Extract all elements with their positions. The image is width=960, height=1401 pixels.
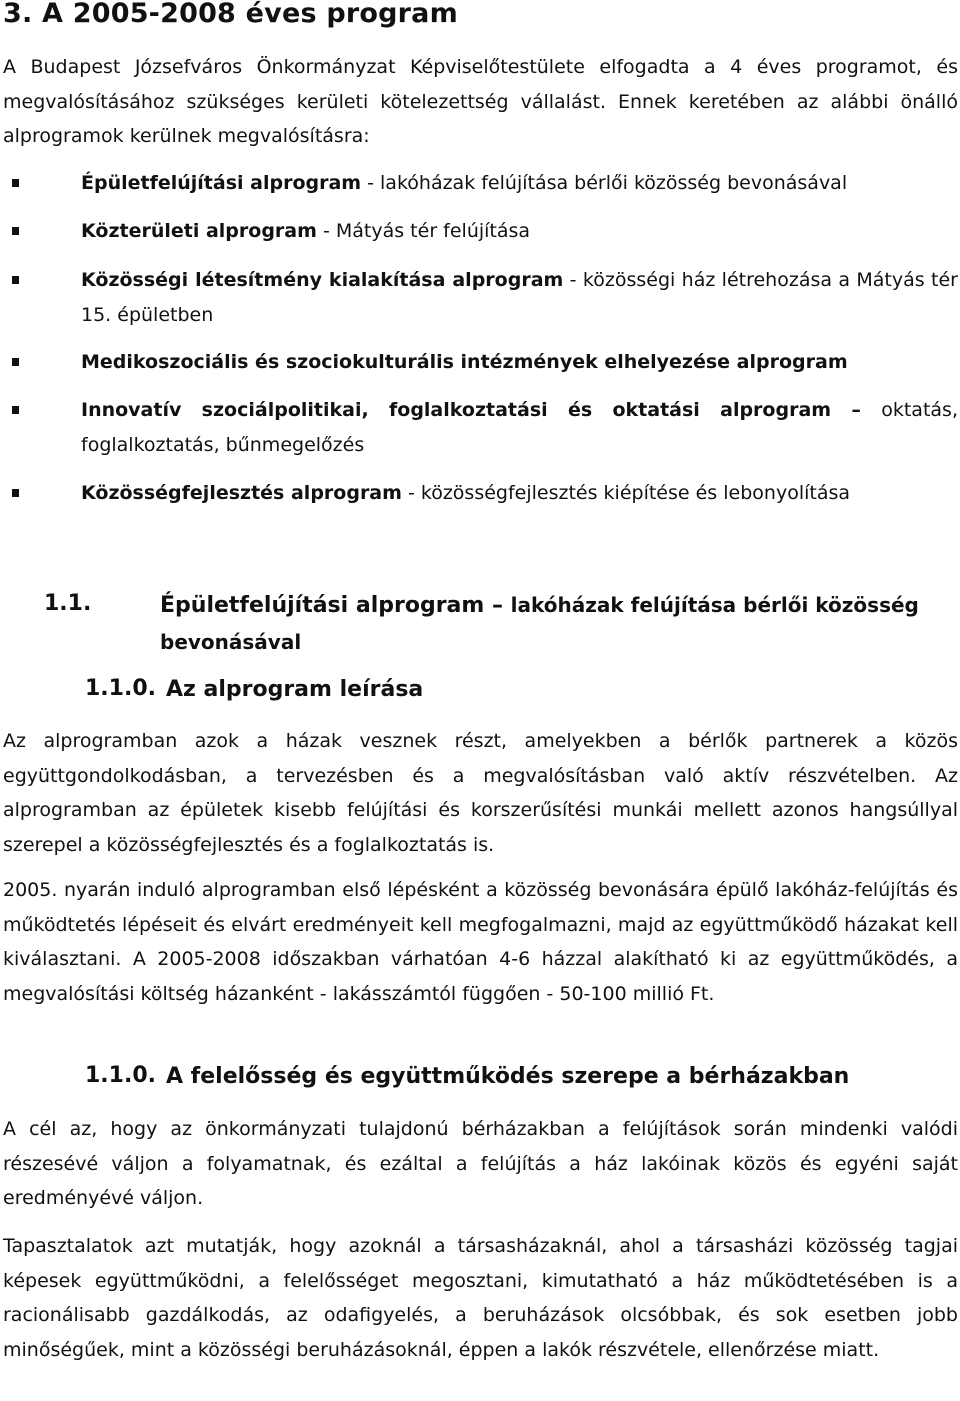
bullet-marker <box>12 276 19 284</box>
subsection-title: A felelősség és együttműködés szerepe a bérházakban <box>166 1064 850 1089</box>
bullet-marker <box>12 179 19 187</box>
list-item-title: Innovatív szociálpolitikai, foglalkoztatási és oktatási alprogram – <box>81 399 882 421</box>
list-item-desc: - lakóházak felújítása bérlői közösség bevonásával <box>361 172 848 194</box>
bullet-marker <box>12 358 19 366</box>
subsection-number: 1.1.0. <box>85 1063 156 1088</box>
bullet-marker <box>12 406 19 414</box>
section-number: 1.1. <box>44 591 92 616</box>
bullet-marker <box>12 489 19 497</box>
section-heading: 3. A 2005-2008 éves program <box>3 0 458 29</box>
paragraph: 2005. nyarán induló alprogramban első lépésként a közösség bevonására épülő lakóház-felújítás és működtetés lépéseit és elvárt eredményeit kell megfogalmazni, majd az együttműködő házakat kell kiválasztani. A 2005-2008 időszakban várhatóan 4-6 házzal alakítható ki az együttműködés, a megvalósítási költség házanként - lakásszámtól függően - 50-100 millió Ft. <box>3 879 958 1005</box>
list-item-title: Épületfelújítási alprogram <box>81 172 362 194</box>
paragraph: Az alprogramban azok a házak vesznek részt, amelyekben a bérlők partnerek a közös együttgondolkodásban, a tervezésben és a megvalósításban való aktív részvételben. Az alprogramban az épületek kisebb felújítási és korszerűsítési munkái mellett azonos hangsúllyal szerepel a közösségfejlesztés és a foglalkoztatás is. <box>3 730 958 856</box>
list-item-desc: - Mátyás tér felújítása <box>316 220 531 242</box>
list-item-title: Közterületi alprogram <box>81 220 317 242</box>
section-title <box>160 587 958 661</box>
subsection-number: 1.1.0. <box>85 676 156 701</box>
list-item-desc: oktatás, foglalkoztatás, bűnmegelőzés <box>81 399 958 456</box>
list-item-title: Medikoszociális és szociokulturális intézmények elhelyezése alprogram <box>81 351 848 373</box>
list-item-title: Közösségfejlesztés alprogram <box>81 482 402 504</box>
bullet-marker <box>12 227 19 235</box>
subsection-title: Az alprogram leírása <box>166 677 424 702</box>
list-item-title: Közösségi létesítmény kialakítása alprogram <box>81 269 564 291</box>
intro-paragraph: A Budapest Józsefváros Önkormányzat Képviselőtestülete elfogadta a 4 éves programot, és megvalósításához szükséges kerületi kötelezettség vállalást. Ennek keretében az alábbi önálló alprogramok kerülnek megvalósításra: <box>3 56 958 147</box>
paragraph: A cél az, hogy az önkormányzati tulajdonú bérházakban a felújítások során mindenki valódi részesévé váljon a folyamatnak, és ezáltal a felújítás a ház lakóinak közös és egyéni saját eredményévé váljon. <box>3 1118 958 1209</box>
paragraph: Tapasztalatok azt mutatják, hogy azoknál a társasházaknál, ahol a társasházi közösség tagjai képesek együttműködni, a felelősséget megosztani, kimutatható a ház működtetésében is a racionálisabb gazdálkodás, az odafigyelés, a beruházások olcsóbbak, és sok esetben jobb minőségűek, mint a közösségi beruházásoknál, éppen a lakók részvétele, ellenőrzése miatt. <box>3 1235 958 1361</box>
section-title-main: Épületfelújítási alprogram – <box>160 593 511 618</box>
list-item-desc: - közösségfejlesztés kiépítése és lebonyolítása <box>401 482 851 504</box>
section-title-rest: lakóházak felújítása bérlői közösség bevonásával <box>160 593 919 654</box>
list-item-desc: - közösségi ház létrehozása a Mátyás tér 15. épületben <box>81 269 958 326</box>
